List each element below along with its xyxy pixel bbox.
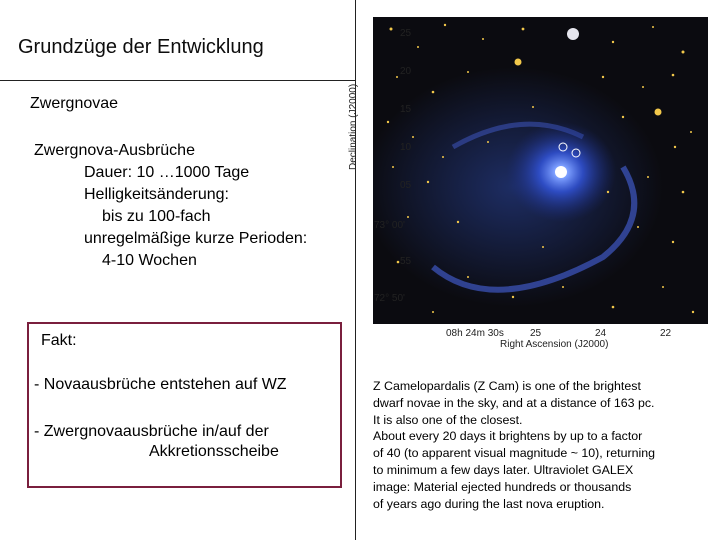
caption-line: It is also one of the closest. [373, 412, 523, 427]
fact-item-dwarf-nova-line2: Akkretionsscheibe [149, 443, 279, 460]
dec-tick-3: 15 [400, 104, 412, 115]
caption-line: of years ago during the last nova eruption. [373, 496, 605, 511]
dec-tick-6: 73° 00' [374, 220, 405, 231]
fact-item-dwarf-nova [34, 422, 279, 462]
ra-tick-1: 08h 24m 30s [446, 328, 504, 339]
caption-line: About every 20 days it brightens by up to a factor [373, 429, 643, 444]
fact-item-dwarf-nova-line1: - Zwergnovaausbrüche in/auf der [34, 423, 269, 440]
caption-line: Z Camelopardalis (Z Cam) is one of the brightest [373, 379, 641, 393]
slide-title: Grundzüge der Entwicklung [18, 36, 264, 58]
ra-tick-4: 22 [660, 328, 672, 339]
slide-subtitle: Zwergnovae [30, 95, 119, 112]
caption-line: of 40 (to apparent visual magnitude ~ 10), returning [373, 446, 656, 461]
sky-photo [373, 17, 708, 324]
periods-label: unregelmäßige kurze Perioden: [84, 230, 308, 247]
caption-line: to minimum a few days later. Ultraviolet GALEX [373, 462, 634, 477]
title-underline [0, 80, 356, 81]
vertical-divider [355, 0, 356, 540]
dec-tick-7: 55 [400, 256, 412, 267]
fact-item-nova: - Novaausbrüche entstehen auf WZ [34, 376, 287, 393]
caption-line: dwarf novae in the sky, and at a distance of 163 pc. [373, 395, 655, 410]
bright-star-top [567, 28, 579, 40]
right-ascension-axis-label: Right Ascension (J2000) [500, 339, 609, 350]
periods-value: 4-10 Wochen [102, 252, 197, 269]
outburst-list [34, 140, 307, 272]
z-cam-galex-image [348, 0, 720, 360]
declination-axis-label: Declination (J2000) [348, 83, 359, 170]
outburst-duration: Dauer: 10 …1000 Tage [84, 164, 250, 181]
brightness-value: bis zu 100-fach [102, 208, 211, 225]
caption-line: image: Material ejected hundreds or thousands [373, 479, 632, 494]
outburst-heading: Zwergnova-Ausbrüche [34, 142, 195, 159]
dec-tick-1: 25 [400, 28, 412, 39]
brightness-label: Helligkeitsänderung: [84, 186, 229, 203]
ra-tick-2: 25 [530, 328, 542, 339]
dec-tick-2: 20 [400, 66, 412, 77]
dec-tick-5: 05 [400, 180, 412, 191]
dec-tick-4: 10 [400, 142, 412, 153]
image-caption [373, 378, 718, 512]
ra-tick-3: 24 [595, 328, 607, 339]
facts-title: Fakt: [41, 332, 77, 349]
dec-tick-8: 72° 50' [374, 293, 405, 304]
facts-box [27, 322, 342, 488]
z-cam-star [555, 166, 567, 178]
